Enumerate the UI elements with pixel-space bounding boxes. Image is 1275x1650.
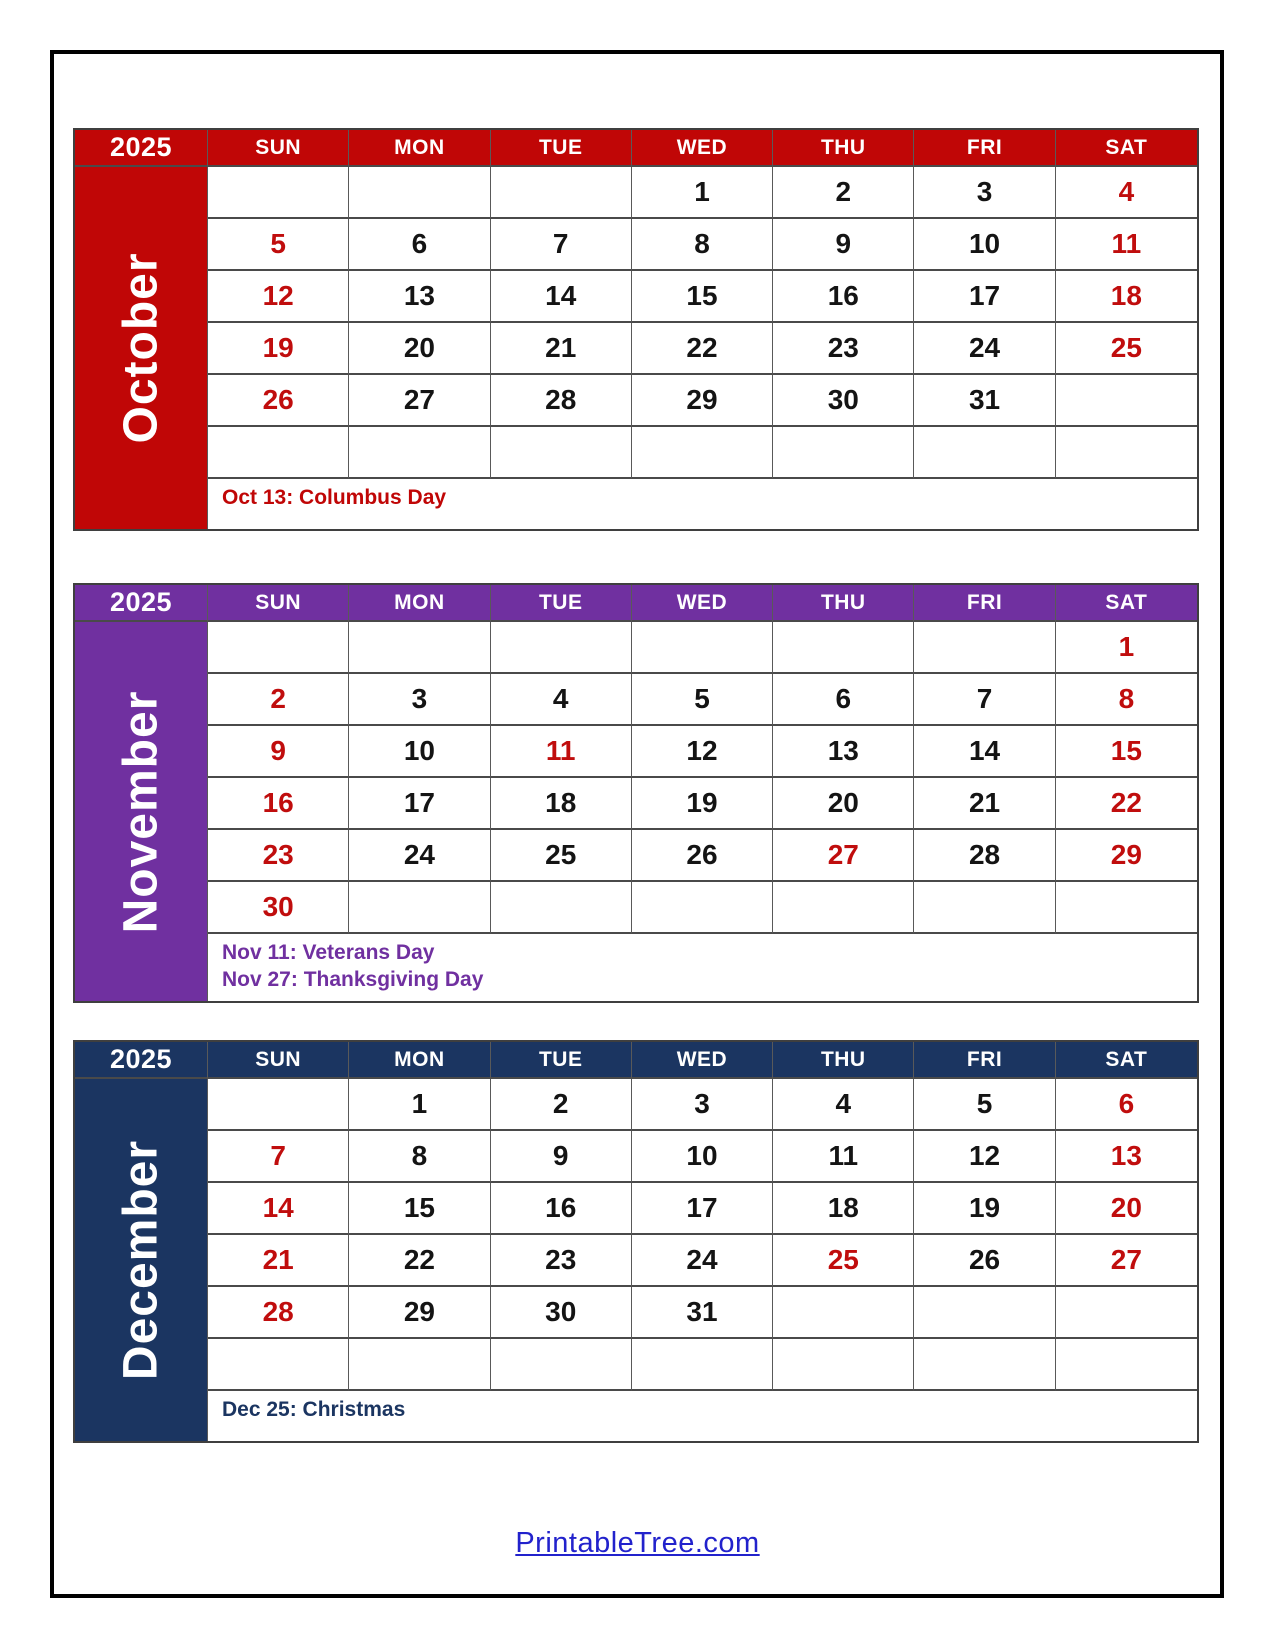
empty-date-cell [208,1339,349,1391]
date-cell-december-1: 1 [349,1079,490,1131]
calendar-body [75,622,1197,1001]
date-cell-november-23: 23 [208,830,349,882]
empty-date-cell [491,427,632,479]
date-cell-december-21: 21 [208,1235,349,1287]
weekday-header-row [75,585,1197,622]
date-cell-october-5: 5 [208,219,349,271]
year-label: 2025 [75,585,208,622]
date-cell-november-29: 29 [1056,830,1197,882]
date-cell-november-20: 20 [773,778,914,830]
empty-date-cell [632,622,773,674]
date-cell-october-25: 25 [1056,323,1197,375]
holiday-note: Nov 11: Veterans Day [222,941,435,964]
day-header-mon: MON [349,130,490,167]
footer-link[interactable]: PrintableTree.com [515,1527,760,1559]
date-cell-december-16: 16 [491,1183,632,1235]
date-cell-december-6: 6 [1056,1079,1197,1131]
empty-date-cell [1056,882,1197,934]
date-grid [208,167,1197,479]
date-cell-december-13: 13 [1056,1131,1197,1183]
date-cell-november-21: 21 [914,778,1055,830]
empty-date-cell [773,1287,914,1339]
date-cell-december-27: 27 [1056,1235,1197,1287]
date-cell-november-9: 9 [208,726,349,778]
empty-date-cell [632,427,773,479]
date-cell-october-19: 19 [208,323,349,375]
day-header-mon: MON [349,585,490,622]
date-cell-november-26: 26 [632,830,773,882]
month-name-label: November [114,690,168,933]
date-cell-november-24: 24 [349,830,490,882]
date-cell-october-9: 9 [773,219,914,271]
date-cell-november-8: 8 [1056,674,1197,726]
month-name-label: December [114,1139,168,1381]
date-cell-november-25: 25 [491,830,632,882]
date-cell-december-10: 10 [632,1131,773,1183]
empty-date-cell [914,622,1055,674]
date-cell-november-16: 16 [208,778,349,830]
day-header-thu: THU [773,1042,914,1079]
holiday-note: Dec 25: Christmas [222,1398,406,1421]
date-cell-december-19: 19 [914,1183,1055,1235]
empty-date-cell [773,622,914,674]
date-area [208,622,1197,1001]
day-header-fri: FRI [914,585,1055,622]
calendar-body [75,167,1197,529]
date-cell-october-15: 15 [632,271,773,323]
empty-date-cell [632,882,773,934]
empty-date-cell [1056,375,1197,427]
year-label: 2025 [75,1042,208,1079]
empty-date-cell [914,1339,1055,1391]
date-cell-december-9: 9 [491,1131,632,1183]
date-cell-december-29: 29 [349,1287,490,1339]
date-cell-october-11: 11 [1056,219,1197,271]
calendar-december [73,1040,1199,1443]
date-area [208,167,1197,529]
day-header-fri: FRI [914,1042,1055,1079]
date-cell-december-31: 31 [632,1287,773,1339]
date-cell-december-30: 30 [491,1287,632,1339]
empty-date-cell [208,427,349,479]
empty-date-cell [914,882,1055,934]
date-cell-december-2: 2 [491,1079,632,1131]
empty-date-cell [632,1339,773,1391]
empty-date-cell [349,622,490,674]
day-header-fri: FRI [914,130,1055,167]
date-cell-october-17: 17 [914,271,1055,323]
empty-date-cell [914,1287,1055,1339]
holiday-note: Nov 27: Thanksgiving Day [222,968,484,991]
day-header-wed: WED [632,130,773,167]
date-cell-november-30: 30 [208,882,349,934]
date-cell-december-23: 23 [491,1235,632,1287]
weekday-header-row [75,130,1197,167]
date-cell-october-12: 12 [208,271,349,323]
empty-date-cell [208,622,349,674]
date-cell-october-23: 23 [773,323,914,375]
date-cell-october-18: 18 [1056,271,1197,323]
date-cell-november-2: 2 [208,674,349,726]
day-header-thu: THU [773,130,914,167]
empty-date-cell [491,622,632,674]
weekday-header-row [75,1042,1197,1079]
date-cell-october-26: 26 [208,375,349,427]
empty-date-cell [773,882,914,934]
calendar-november [73,583,1199,1003]
date-cell-december-24: 24 [632,1235,773,1287]
empty-date-cell [349,427,490,479]
date-cell-december-4: 4 [773,1079,914,1131]
date-area [208,1079,1197,1441]
empty-date-cell [349,1339,490,1391]
holiday-notes [208,479,1197,529]
date-cell-october-21: 21 [491,323,632,375]
date-cell-october-27: 27 [349,375,490,427]
date-cell-october-1: 1 [632,167,773,219]
date-cell-december-8: 8 [349,1131,490,1183]
date-cell-november-17: 17 [349,778,490,830]
date-cell-december-17: 17 [632,1183,773,1235]
day-header-wed: WED [632,1042,773,1079]
date-cell-december-15: 15 [349,1183,490,1235]
date-cell-november-19: 19 [632,778,773,830]
day-header-tue: TUE [491,1042,632,1079]
date-cell-december-18: 18 [773,1183,914,1235]
month-band [75,622,208,1001]
empty-date-cell [773,1339,914,1391]
year-label: 2025 [75,130,208,167]
month-name-label: October [114,252,168,444]
calendar-october [73,128,1199,531]
date-cell-october-16: 16 [773,271,914,323]
date-cell-november-22: 22 [1056,778,1197,830]
date-cell-december-12: 12 [914,1131,1055,1183]
day-header-sat: SAT [1056,1042,1197,1079]
day-header-thu: THU [773,585,914,622]
empty-date-cell [208,1079,349,1131]
empty-date-cell [1056,1287,1197,1339]
date-cell-october-20: 20 [349,323,490,375]
date-cell-december-25: 25 [773,1235,914,1287]
date-cell-december-14: 14 [208,1183,349,1235]
empty-date-cell [491,882,632,934]
date-cell-november-11: 11 [491,726,632,778]
date-cell-october-3: 3 [914,167,1055,219]
date-cell-october-7: 7 [491,219,632,271]
date-cell-december-7: 7 [208,1131,349,1183]
day-header-sat: SAT [1056,130,1197,167]
date-cell-november-15: 15 [1056,726,1197,778]
date-cell-november-28: 28 [914,830,1055,882]
day-header-sun: SUN [208,130,349,167]
empty-date-cell [491,1339,632,1391]
date-cell-november-7: 7 [914,674,1055,726]
date-cell-november-4: 4 [491,674,632,726]
empty-date-cell [491,167,632,219]
day-header-sat: SAT [1056,585,1197,622]
date-cell-october-14: 14 [491,271,632,323]
date-cell-october-31: 31 [914,375,1055,427]
date-cell-november-13: 13 [773,726,914,778]
day-header-mon: MON [349,1042,490,1079]
date-cell-november-3: 3 [349,674,490,726]
day-header-tue: TUE [491,130,632,167]
date-cell-november-1: 1 [1056,622,1197,674]
calendar-body [75,1079,1197,1441]
date-cell-october-10: 10 [914,219,1055,271]
date-cell-october-28: 28 [491,375,632,427]
date-cell-october-6: 6 [349,219,490,271]
empty-date-cell [1056,427,1197,479]
empty-date-cell [1056,1339,1197,1391]
date-grid [208,622,1197,934]
holiday-note: Oct 13: Columbus Day [222,486,447,509]
empty-date-cell [914,427,1055,479]
date-cell-november-18: 18 [491,778,632,830]
date-cell-october-29: 29 [632,375,773,427]
holiday-notes [208,1391,1197,1441]
date-cell-december-3: 3 [632,1079,773,1131]
empty-date-cell [349,882,490,934]
date-cell-october-22: 22 [632,323,773,375]
date-cell-november-5: 5 [632,674,773,726]
empty-date-cell [349,167,490,219]
date-cell-november-14: 14 [914,726,1055,778]
date-cell-december-20: 20 [1056,1183,1197,1235]
date-cell-october-24: 24 [914,323,1055,375]
date-cell-november-10: 10 [349,726,490,778]
day-header-sun: SUN [208,585,349,622]
date-cell-december-22: 22 [349,1235,490,1287]
date-grid [208,1079,1197,1391]
empty-date-cell [208,167,349,219]
date-cell-november-27: 27 [773,830,914,882]
date-cell-december-28: 28 [208,1287,349,1339]
day-header-wed: WED [632,585,773,622]
holiday-notes [208,934,1197,1001]
day-header-sun: SUN [208,1042,349,1079]
date-cell-october-13: 13 [349,271,490,323]
date-cell-october-2: 2 [773,167,914,219]
date-cell-december-26: 26 [914,1235,1055,1287]
date-cell-october-8: 8 [632,219,773,271]
date-cell-october-30: 30 [773,375,914,427]
date-cell-december-5: 5 [914,1079,1055,1131]
day-header-tue: TUE [491,585,632,622]
month-band [75,167,208,529]
date-cell-october-4: 4 [1056,167,1197,219]
date-cell-november-12: 12 [632,726,773,778]
empty-date-cell [773,427,914,479]
date-cell-november-6: 6 [773,674,914,726]
month-band [75,1079,208,1441]
date-cell-december-11: 11 [773,1131,914,1183]
